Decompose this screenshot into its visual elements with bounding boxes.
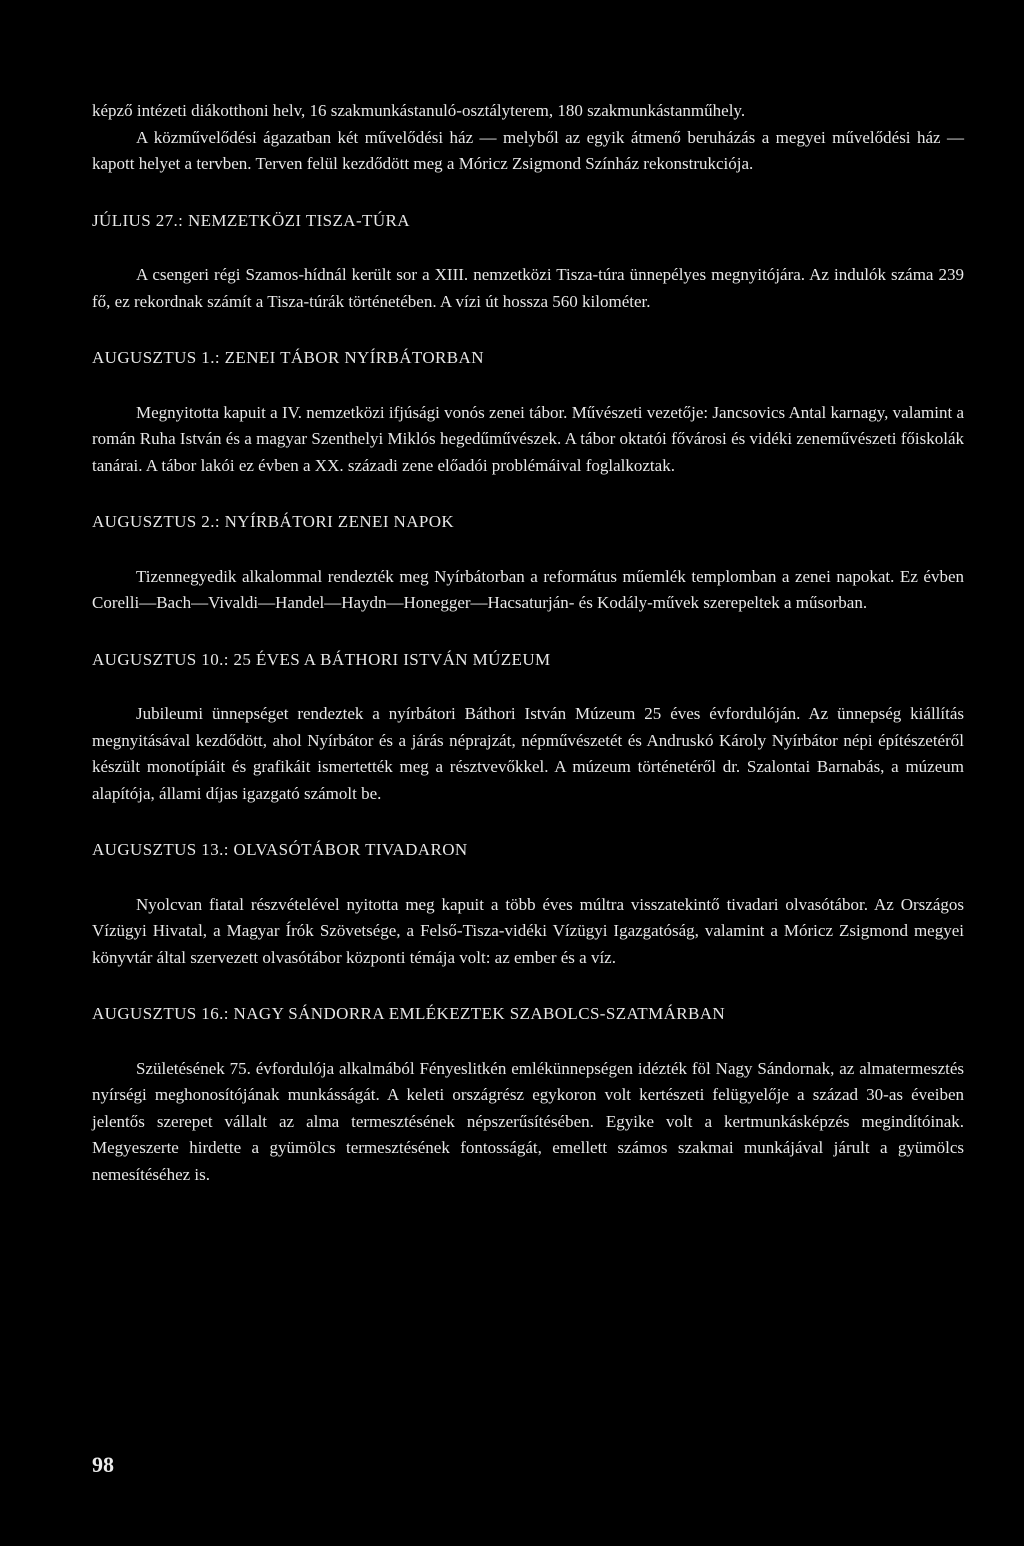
section-heading: AUGUSZTUS 13.: OLVASÓTÁBOR TIVADARON	[92, 840, 468, 859]
section-heading: JÚLIUS 27.: NEMZETKÖZI TISZA-TÚRA	[92, 210, 410, 230]
section-tisza-tura	[92, 208, 964, 316]
page-number: 98	[92, 1452, 114, 1477]
section-heading: AUGUSZTUS 2.: NYÍRBÁTORI ZENEI NAPOK	[92, 512, 455, 531]
section-heading: AUGUSZTUS 10.: 25 ÉVES A BÁTHORI ISTVÁN MÚZEUM	[92, 649, 551, 669]
section-body: Jubileumi ünnepséget rendeztek a nyírbátori Báthori István Múzeum 25 éves évfordulóján. Az ünnepség kiállítás megnyitásával kezdődött, ahol Nyírbátor és a járás néprajzát, népművészetét és Andruskó Károly Nyírbátor népi építészetéről készült monotípiáit és grafikáit ismertették meg a résztvevőkkel. A múzeum történetéről dr. Szalontai Barnabás, a múzeum alapítója, állami díjas igazgató számolt be.	[92, 704, 964, 803]
section-heading: AUGUSZTUS 1.: ZENEI TÁBOR NYÍRBÁTORBAN	[92, 348, 484, 367]
section-body: A csengeri régi Szamos-hídnál került sor a XIII. nemzetközi Tisza-túra ünnepélyes megnyitójára. Az indulók száma 239 fő, ez rekordnak számít a Tisza-túrák történetében. A vízi út hossza 560 kilométer.	[92, 265, 964, 311]
section-olvasotabor	[92, 837, 964, 971]
section-zenei-tabor	[92, 345, 964, 479]
section-nagy-sandor	[92, 1001, 964, 1188]
section-zenei-napok	[92, 509, 964, 617]
section-body: Születésének 75. évfordulója alkalmából Fényeslitkén emlékünnepségen idézték föl Nagy Sándornak, az almatermesztés nyírségi meghonosítójának munkásságát. A keleti országrész egykoron volt kertészeti felügyelője a század 30-as éveiben jelentős szerepet vállalt az alma termesztésének népszerűsítésében. Egyike volt a kertmunkásképzés megindítóinak. Megyeszerte hirdette a gyümölcs termesztésének fontosságát, emellett számos szakmai munkájával járult a gyümölcs nemesítéséhez is.	[92, 1058, 964, 1184]
intro-paragraph: A közművelődési ágazatban két művelődési ház — melyből az egyik átmenő beruházás a megyei művelődési ház — kapott helyet a tervben. Terven felül kezdődött meg a Móricz Zsigmond Színház rekonstrukciója.	[92, 127, 964, 173]
section-body: Tizennegyedik alkalommal rendezték meg Nyírbátorban a református műemlék templomban a zenei napokat. Ez évben Corelli—Bach—Vivaldi—Handel—Haydn—Honegger—Hacsaturján- és Kodály-művek szerepeltek a műsorban.	[92, 566, 964, 612]
section-muzeum	[92, 647, 964, 808]
document-page	[92, 98, 964, 1188]
section-body: Megnyitotta kapuit a IV. nemzetközi ifjúsági vonós zenei tábor. Művészeti vezetője: Jancsovics Antal karnagy, valamint a román Ruha István és a magyar Szenthelyi Miklós hegedűművészek. A tábor oktatói fővárosi és vidéki zeneművészeti főiskolák tanárai. A tábor lakói ez évben a XX. századi zene előadói problémáival foglalkoztak.	[92, 402, 964, 475]
section-heading: AUGUSZTUS 16.: NAGY SÁNDORRA EMLÉKEZTEK SZABOLCS-SZATMÁRBAN	[92, 1004, 726, 1023]
section-body: Nyolcvan fiatal részvételével nyitotta meg kapuit a több éves múltra visszatekintő tivadari olvasótábor. Az Országos Vízügyi Hivatal, a Magyar Írók Szövetsége, a Felső-Tisza-vidéki Vízügyi Igazgatóság, valamint a Móricz Zsigmond megyei könyvtár által szervezett olvasótábor központi témája volt: az ember és a víz.	[92, 894, 964, 967]
intro-paragraph: képző intézeti diákotthoni helv, 16 szakmunkástanuló-osztályterem, 180 szakmunkástanműhely.	[92, 101, 746, 120]
